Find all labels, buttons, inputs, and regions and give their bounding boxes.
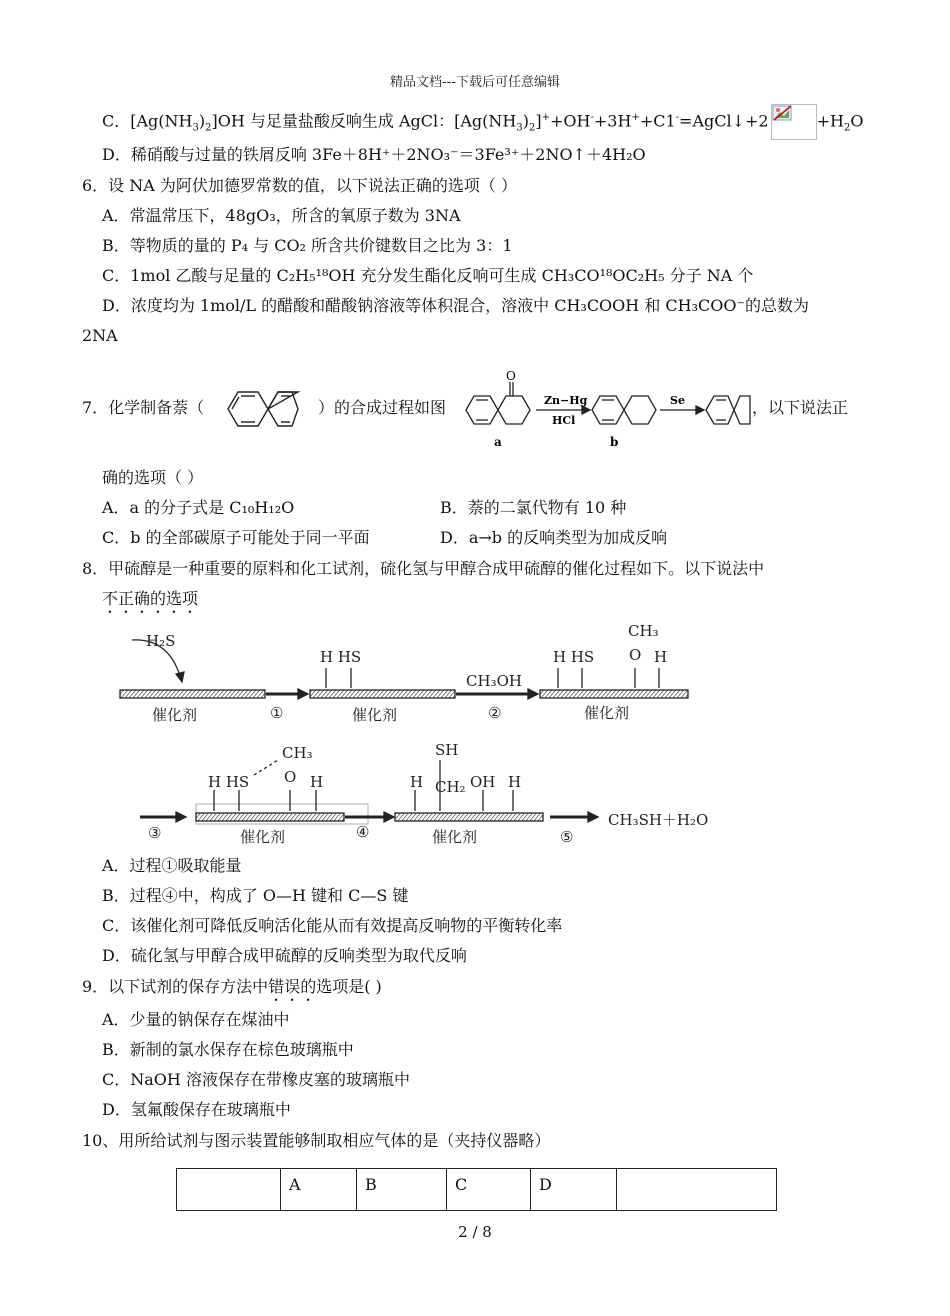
table-cell: C	[447, 1169, 531, 1211]
q9-stem: 9．以下试剂的保存方法中错误的选项是( )	[82, 977, 382, 996]
step-2-label: ②	[488, 704, 502, 722]
catalyst-label-4: 催化剂	[240, 828, 286, 846]
ch3-label-2: CH₃	[282, 744, 313, 762]
q6-option-b: B．等物质的量的 P₄ 与 CO₂ 所含共价键数目之比为 3：1	[102, 236, 513, 255]
h-label-4: H	[508, 773, 522, 791]
step-3-label: ③	[148, 824, 162, 842]
page-header: 精品文档---下载后可任意编辑	[389, 75, 561, 90]
label-b: b	[610, 435, 619, 449]
product-label: CH₃SH＋H₂O	[608, 811, 709, 829]
table-row	[177, 1169, 777, 1211]
q8-stem-cont: 不正确的选项	[102, 589, 199, 608]
catalyst-label-2: 催化剂	[352, 706, 398, 724]
q5-option-c: C．$[Ag(NH_3)_2]OH$ 与足量盐酸反响生成 AgCl：$[Ag(NH_3)_2]^++OH^-+3H^++C1^-=AgCl↓+2 +H_2O$	[102, 104, 863, 140]
catalyst-label-5: 催化剂	[432, 828, 478, 846]
o-label-1: O	[629, 646, 642, 664]
table-cell: B	[357, 1169, 447, 1211]
sh-label: SH	[435, 741, 459, 759]
h-label-2: H	[310, 773, 324, 791]
ch3oh-label: CH₃OH	[466, 672, 522, 690]
q6-stem: 6．设 NA 为阿伏加德罗常数的值，以下说法正确的选项（ ）	[82, 176, 517, 195]
catalyst-label-1: 催化剂	[152, 706, 198, 724]
table-cell	[177, 1169, 281, 1211]
q8-option-c: C．该催化剂可降低反响活化能从而有效提高反响物的平衡转化率	[102, 916, 563, 935]
step-5-label: ⑤	[560, 828, 574, 846]
q9-option-d: D．氢氟酸保存在玻璃瓶中	[102, 1100, 291, 1119]
q7-stem-d: 确的选项（ ）	[102, 468, 204, 487]
broken-image-icon	[771, 104, 817, 140]
q7-stem-b: ）的合成过程如图	[318, 398, 447, 417]
ketone-o-label: O	[506, 369, 516, 383]
ch2-label: CH₂	[435, 778, 466, 796]
q8-option-a: A．过程①吸取能量	[102, 856, 242, 875]
h-hs-label-1: H HS	[320, 648, 362, 666]
q6-option-c: C．1mol 乙酸与足量的 C₂H₅¹⁸OH 充分发生酯化反响可生成 CH₃CO¹⁸OC₂H₅ 分子 NA 个	[102, 266, 754, 285]
q9-option-b: B．新制的氯水保存在棕色玻璃瓶中	[102, 1040, 354, 1059]
q6-option-a: A．常温常压下，48gO₃，所含的氧原子数为 3NA	[102, 206, 461, 225]
q7-option-b: B．萘的二氯代物有 10 种	[440, 498, 627, 517]
table-cell: A	[281, 1169, 357, 1211]
oh-label: OH	[470, 773, 496, 791]
reagent-hcl: HCl	[552, 414, 576, 427]
reagent-se: Se	[670, 394, 685, 407]
page-number: 2 / 8	[458, 1223, 492, 1241]
q9-option-a: A．少量的钠保存在煤油中	[102, 1010, 290, 1029]
catalyst-label-3: 催化剂	[584, 704, 630, 722]
q7-stem-a: 7．化学制备萘（	[82, 398, 205, 417]
h-label-3: H	[410, 773, 424, 791]
q6-option-d: D．浓度均为 1mol/L 的醋酸和醋酸钠溶液等体积混合，溶液中 CH₃COOH 和 CH₃COO⁻的总数为	[102, 296, 809, 315]
q8-catalysis-diagram	[110, 620, 750, 852]
q5-option-d: D．稀硝酸与过量的铁屑反响 3Fe＋8H⁺＋2NO₃⁻＝3Fe³⁺＋2NO↑＋4H₂O	[102, 145, 646, 164]
q8-stem: 8．甲硫醇是一种重要的原料和化工试剂，硫化氢与甲醇合成甲硫醇的催化过程如下。以下说法中	[82, 559, 765, 578]
label-a: a	[494, 435, 502, 449]
q10-options-table	[176, 1168, 777, 1211]
step-1-label: ①	[270, 704, 284, 722]
q10-stem: 10、用所给试剂与图示装置能够制取相应气体的是（夹持仪器略）	[82, 1131, 551, 1150]
q7-synthesis-scheme	[462, 368, 752, 452]
reagent-zn-hg: Zn−Hg	[544, 394, 588, 407]
q7-stem-c: ，以下说法正	[752, 398, 849, 417]
o-label-2: O	[284, 768, 297, 786]
table-cell	[617, 1169, 777, 1211]
step-4-label: ④	[356, 823, 370, 841]
naphthalene-structure	[218, 384, 302, 434]
h2s-label: H₂S	[146, 632, 176, 650]
h-label-1: H	[654, 648, 668, 666]
q7-option-d: D．a→b 的反响类型为加成反响	[440, 528, 668, 547]
q8-option-b: B．过程④中，构成了 O—H 键和 C—S 键	[102, 886, 409, 905]
table-cell: D	[531, 1169, 617, 1211]
q8-option-d: D．硫化氢与甲醇合成甲硫醇的反响类型为取代反响	[102, 946, 467, 965]
h-hs-label-3: H HS	[208, 773, 250, 791]
h-hs-label-2: H HS	[553, 648, 595, 666]
ch3-label-1: CH₃	[628, 622, 659, 640]
q9-option-c: C．NaOH 溶液保存在带橡皮塞的玻璃瓶中	[102, 1070, 410, 1089]
q7-option-a: A．a 的分子式是 C₁₀H₁₂O	[102, 498, 295, 517]
q6-option-d-cont: 2NA	[82, 326, 118, 345]
q7-option-c: C．b 的全部碳原子可能处于同一平面	[102, 528, 370, 547]
